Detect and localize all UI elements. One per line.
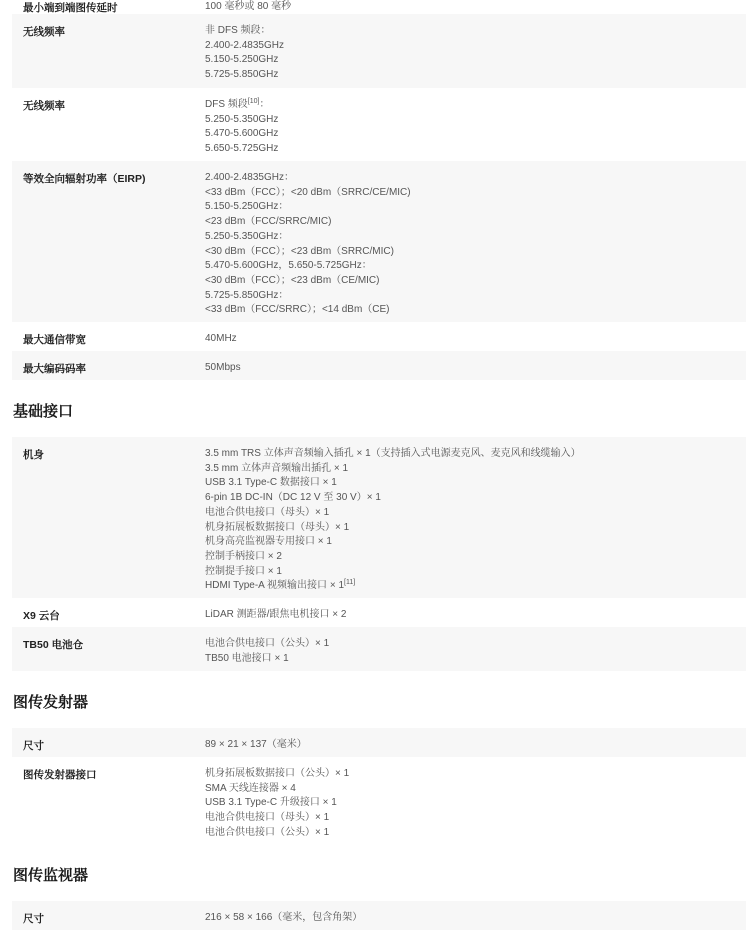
spec-key: TB50 电池仓 bbox=[23, 639, 84, 651]
spec-value: 3.5 mm TRS 立体声音频输入插孔 × 1（支持插入式电源麦克风、麦克风和线缆输入） 3.5 mm 立体声音频输出插孔 × 1 USB 3.1 Type-C 数据接口 × 1 6-pin 1B DC-IN（DC 12 V 至 30 V）× 1 电池合供电接口（母头）× 1 机身拓展板数据接口（母头）× 1 机身高亮监视器专用接口 × 1 控制手柄接口 × 2 控制提手接口 × 1 HDMI Type-A 视频输出接口 × 1[11] bbox=[205, 448, 581, 592]
footnote-ref[interactable]: [10] bbox=[247, 98, 260, 105]
spec-value: LiDAR 测距器/跟焦电机接口 × 2 bbox=[205, 609, 347, 620]
spec-key: 尺寸 bbox=[23, 740, 44, 752]
spec-value: 100 毫秒或 80 毫秒 bbox=[205, 1, 292, 12]
spec-value: 89 × 21 × 137（毫米） bbox=[205, 739, 307, 750]
spec-row-wireless-frequency-dfs bbox=[12, 88, 746, 161]
section-title-monitor: 图传监视器 bbox=[13, 867, 89, 884]
spec-row-transmitter-dimensions bbox=[12, 728, 746, 757]
spec-key: 最小端到端图传延时 bbox=[23, 2, 118, 14]
section-title-transmitter: 图传发射器 bbox=[13, 694, 89, 711]
spec-key: 图传发射器接口 bbox=[23, 769, 97, 781]
spec-key: 最大通信带宽 bbox=[23, 334, 86, 346]
spec-value: 2.400-2.4835GHz： <33 dBm（FCC）；<20 dBm（SRRC/CE/MIC) 5.150-5.250GHz： <23 dBm（FCC/SRRC/MIC) 5.250-5.350GHz： <30 dBm（FCC）；<23 dBm（SRRC/MIC) 5.470-5.600GHz，5.650-5.725GHz： <30 dBm（FCC）；<23 dBm（CE/MIC) 5.725-5.850GHz： <33 dBm（FCC/SRRC）；<14 dBm（CE) bbox=[205, 172, 411, 316]
section-title-basic-interfaces: 基础接口 bbox=[13, 403, 74, 420]
spec-key: 无线频率 bbox=[23, 100, 65, 112]
spec-value: 40MHz bbox=[205, 333, 237, 344]
spec-key: 机身 bbox=[23, 449, 44, 461]
spec-key: 最大编码码率 bbox=[23, 363, 86, 375]
spec-value: 50Mbps bbox=[205, 362, 241, 373]
spec-row-tb50-battery bbox=[12, 627, 746, 671]
spec-row-body-interfaces bbox=[12, 437, 746, 598]
spec-row-wireless-frequency-non-dfs bbox=[12, 14, 746, 88]
spec-value: 非 DFS 频段： 2.400-2.4835GHz 5.150-5.250GHz 5.725-5.850GHz bbox=[205, 25, 284, 81]
spec-value: DFS 频段[10]： 5.250-5.350GHz 5.470-5.600GHz 5.650-5.725GHz bbox=[205, 98, 279, 155]
spec-key: X9 云台 bbox=[23, 610, 60, 622]
spec-row-max-bitrate bbox=[12, 351, 746, 380]
spec-row-latency bbox=[12, 0, 746, 14]
spec-value: 216 × 58 × 166（毫米，包含角架） bbox=[205, 912, 363, 923]
spec-value: 机身拓展板数据接口（公头）× 1 SMA 天线连接器 × 4 USB 3.1 Type-C 升级接口 × 1 电池合供电接口（母头）× 1 电池合供电接口（公头）× 1 bbox=[205, 768, 350, 838]
spec-row-max-bandwidth bbox=[12, 322, 746, 351]
footnote-ref[interactable]: [11] bbox=[344, 579, 356, 587]
spec-value: 电池合供电接口（公头）× 1 TB50 电池接口 × 1 bbox=[205, 638, 330, 664]
spec-key: 无线频率 bbox=[23, 26, 65, 38]
spec-row-eirp bbox=[12, 161, 746, 322]
spec-key: 尺寸 bbox=[23, 913, 44, 925]
spec-row-x9-gimbal bbox=[12, 598, 746, 627]
spec-key: 等效全向辐射功率（EIRP) bbox=[23, 173, 146, 185]
spec-row-transmitter-interfaces bbox=[12, 757, 746, 845]
spec-row-monitor-dimensions bbox=[12, 901, 746, 930]
